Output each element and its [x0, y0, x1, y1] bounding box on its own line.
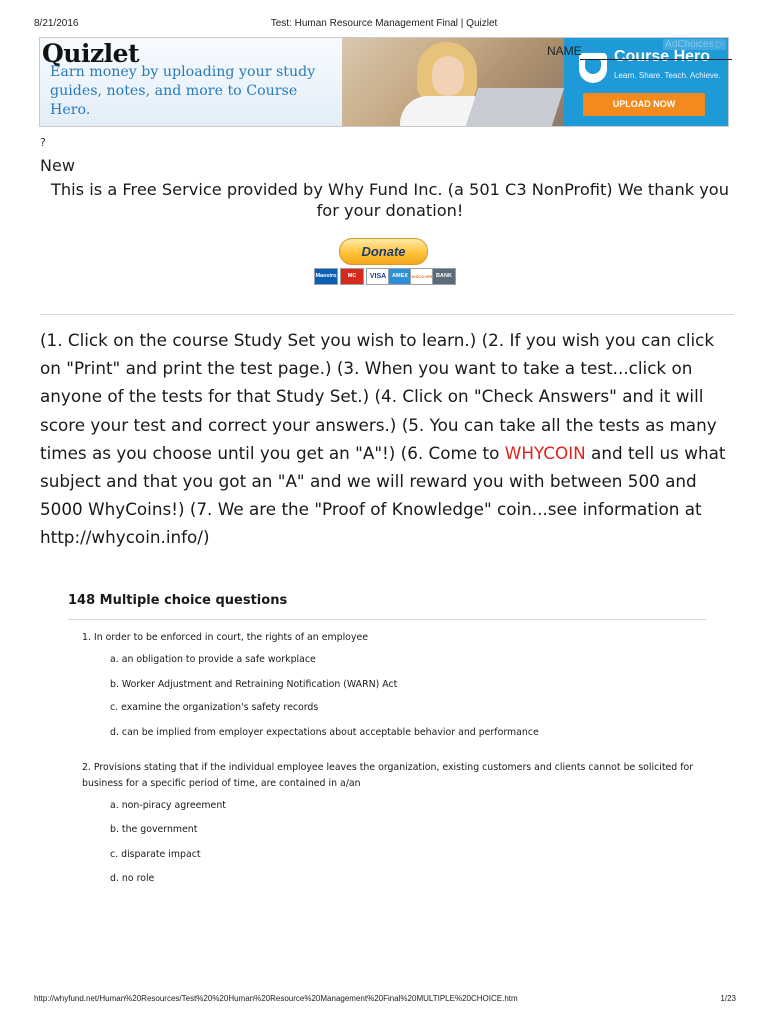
amex-card-icon: AMEX [388, 268, 412, 285]
question-1: 1. In order to be enforced in court, the rights of an employee [82, 632, 368, 643]
free-service-notice: This is a Free Service provided by Why Fund Inc. (a 501 C3 NonProfit) We thank you for your donation! [51, 180, 729, 220]
name-underline [580, 59, 732, 60]
instructions-part-2: and tell us what subject and that you got an "A" and we will reward you with between 500 and 5000 WhyCoins!) (7. We are the "Proof of Knowledge" coin...see information at http://whycoin.info/) [40, 442, 726, 548]
bank-icon: BANK [432, 268, 456, 285]
discover-card-icon: DISCOVER [410, 268, 434, 285]
question-1-option-d[interactable]: d. can be implied from employer expectations about acceptable behavior and performance [110, 727, 539, 738]
name-label: NAME [547, 44, 582, 58]
upload-now-button[interactable]: UPLOAD NOW [583, 93, 705, 116]
questions-heading: 148 Multiple choice questions [68, 593, 288, 608]
print-url: http://whyfund.net/Human%20Resources/Test%20%20Human%20Resource%20Management%20Final%20MULTIPLE%20CHOICE.htm [34, 994, 518, 1003]
whycoin-link[interactable]: WHYCOIN [504, 442, 586, 463]
questions-heading-rule [68, 619, 706, 620]
course-hero-ad-banner[interactable] [39, 37, 729, 127]
quizlet-logo: Quizlet [42, 39, 140, 68]
course-hero-shield-icon [579, 53, 607, 83]
instructions-part-1: (1. Click on the course Study Set you wish to learn.) (2. If you wish you can click on "Print" and print the test page.) (3. When you want to take a test...click on anyone of the tests for that Study Set.) (4. Click on "Check Answers" and it will score your test and correct your answers.) (5. You can take all the tests as many times as you choose until you get an "A"!) (6. Come to [40, 330, 717, 463]
ad-student-photo [342, 38, 564, 126]
print-date: 8/21/2016 [34, 18, 79, 29]
print-page-title: Test: Human Resource Management Final | Quizlet [270, 18, 498, 29]
course-hero-brand: Course Hero [614, 48, 711, 65]
maestro-card-icon: Maestro [314, 268, 338, 285]
print-page-number: 1/23 [720, 994, 736, 1003]
adchoices-link[interactable]: AdChoices ▷ [665, 39, 724, 50]
question-2 [82, 760, 702, 792]
question-1-option-a[interactable]: a. an obligation to provide a safe workplace [110, 654, 316, 665]
new-label: New [40, 156, 75, 175]
question-2-option-d[interactable]: d. no role [110, 873, 155, 884]
ad-promo-text: Earn money by uploading your study guides, notes, and more to Course Hero. [50, 64, 316, 118]
question-2-text: 2. Provisions stating that if the individual employee leaves the organization, existing customers and clients cannot be solicited for business for a specific period of time, are contained in a/an [82, 762, 694, 789]
ad-brand-panel [564, 38, 728, 126]
question-2-option-a[interactable]: a. non-piracy agreement [110, 800, 226, 811]
donate-button[interactable]: Donate [339, 238, 428, 265]
mastercard-icon: MC [340, 268, 364, 285]
visa-card-icon: VISA [366, 268, 390, 285]
ad-text-panel [40, 38, 342, 126]
question-1-option-c[interactable]: c. examine the organization's safety records [110, 702, 319, 713]
question-2-option-c[interactable]: c. disparate impact [110, 849, 201, 860]
question-mark-text: ? [40, 136, 46, 149]
instructions-paragraph [40, 326, 740, 552]
question-2-option-b[interactable]: b. the government [110, 824, 198, 835]
course-hero-tagline: Learn. Share. Teach. Achieve. [614, 71, 721, 80]
section-divider [40, 314, 734, 315]
question-1-option-b[interactable]: b. Worker Adjustment and Retraining Notification (WARN) Act [110, 679, 398, 690]
